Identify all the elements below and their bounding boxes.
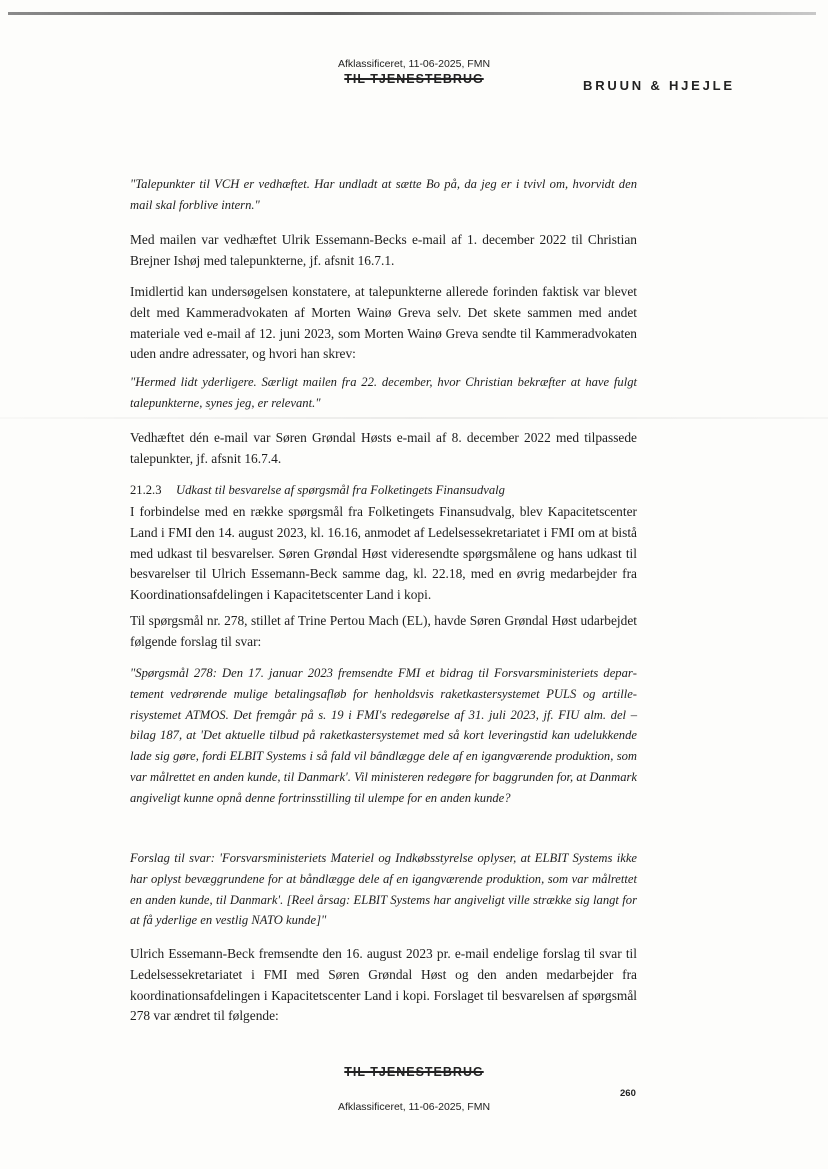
email-quote-2: "Hermed lidt yderligere. Særligt mailen fra 22. december, hvor Christian bekræfter at have fulgt talepunkterne, synes jeg, er relevant." [130, 375, 637, 410]
section-title: Udkast til besvarelse af spørgsmål fra Folketingets Finansudvalg [176, 483, 505, 497]
email-quote-1: "Talepunkter til VCH er vedhæftet. Har undladt at sætte Bo på, da jeg er i tvivl om, hvorvidt den mail skal forblive intern." [130, 177, 637, 212]
declassification-stamp-top: Afklassificeret, 11-06-2025, FMN [337, 58, 491, 70]
classification-marking-top: TIL TJENESTEBRUG [344, 72, 484, 86]
paragraph-6: Ulrich Essemann-Beck fremsendte den 16. august 2023 pr. e-mail endelige forslag til svar til Ledelsessekretariatet i FMI med Søren Grøndal Høst og den anden medarbejder fra koordinationsafdelingen i Kapacitetscenter Land i kopi. Forslaget til besvarelsen af spørgsmål 278 var ændret til følgende: [130, 946, 637, 1024]
page-fold-line [0, 417, 828, 419]
scan-edge-line [8, 12, 816, 15]
paragraph-3: Vedhæftet dén e-mail var Søren Grøndal Høsts e-mail af 8. december 2022 med tilpassede talepunkter, jf. afsnit 16.7.4. [130, 430, 637, 466]
section-number: 21.2.3 [130, 483, 162, 497]
declassification-stamp-bottom: Afklassificeret, 11-06-2025, FMN [337, 1101, 491, 1113]
paragraph-1: Med mailen var vedhæftet Ulrik Essemann-Becks e-mail af 1. december 2022 til Christian Brejner Ishøj med talepunkterne, jf. afsnit 16.7.1. [130, 232, 637, 268]
paragraph-4: I forbindelse med en række spørgsmål fra Folketingets Finansudvalg, blev Kapacitetscenter Land i FMI den 14. august 2023, kl. 16.16, anmodet af Ledelsessekretariatet i FMI om at bistå med udkast til besvarelser. Søren Grøndal Høst videresendte spørgsmålene og hans udkast til besvarelser til Ulrich Essemann-Beck samme dag, kl. 22.18, med en øvrig medarbejder fra Koordinationsafdelingen i Kapacitetscenter Land i kopi. [130, 504, 637, 603]
classification-marking-bottom: TIL TJENESTEBRUG [344, 1065, 484, 1079]
paragraph-2: Imidlertid kan undersøgelsen konstatere, at talepunkterne allerede forinden faktisk var blevet delt med Kammeradvokaten af Morten Wainø Greva selv. Det skete sammen med andet materiale ved e-mail af 12. juni 2023, som Morten Wainø Greva sendte til Kammeradvokaten uden andre adressater, og hvori han skrev: [130, 284, 637, 362]
paragraph-5: Til spørgsmål nr. 278, stillet af Trine Pertou Mach (EL), havde Søren Grøndal Høst udarbejdet følgende forslag til svar: [130, 613, 637, 649]
firm-logo: BRUUN & HJEJLE [583, 78, 735, 93]
page-number: 260 [620, 1088, 636, 1099]
answer-quote-question: "Spørgsmål 278: Den 17. januar 2023 fremsendte FMI et bidrag til Forsvarsministeriets departement vedrørende mulige betalingsafløb for henholdsvis raketkastersystemet PULS og artillerisystemet ATMOS. Det fremgår på s. 19 i FMI's redegørelse af 31. juli 2023, jf. FIU alm. del – bilag 187, at 'Det aktuelle tilbud på raketkastersystemet med så kort leveringstid kan udelukkende lade sig gøre, fordi ELBIT Systems i så fald vil bândlægge dele af en igangværende produktion, som var målrettet en anden kunde, til Danmark'. Vil ministeren redegøre for baggrunden for, at Danmark angiveligt kunne opnå denne fortrinsstilling til ulempe for en anden kunde? [130, 666, 637, 805]
section-heading [130, 483, 637, 498]
answer-quote-proposal: Forslag til svar: 'Forsvarsministeriets Materiel og Indkøbsstyrelse oplyser, at ELBIT Systems ikke har oplyst bevæggrundene for at båndlægge dele af en igangværende produktion, som var målrettet en anden kunde, til Danmark'. [Reel årsag: ELBIT Systems har angiveligt ville strække sig langt for at få yderlige en vestlig NATO kunde]" [130, 851, 637, 928]
